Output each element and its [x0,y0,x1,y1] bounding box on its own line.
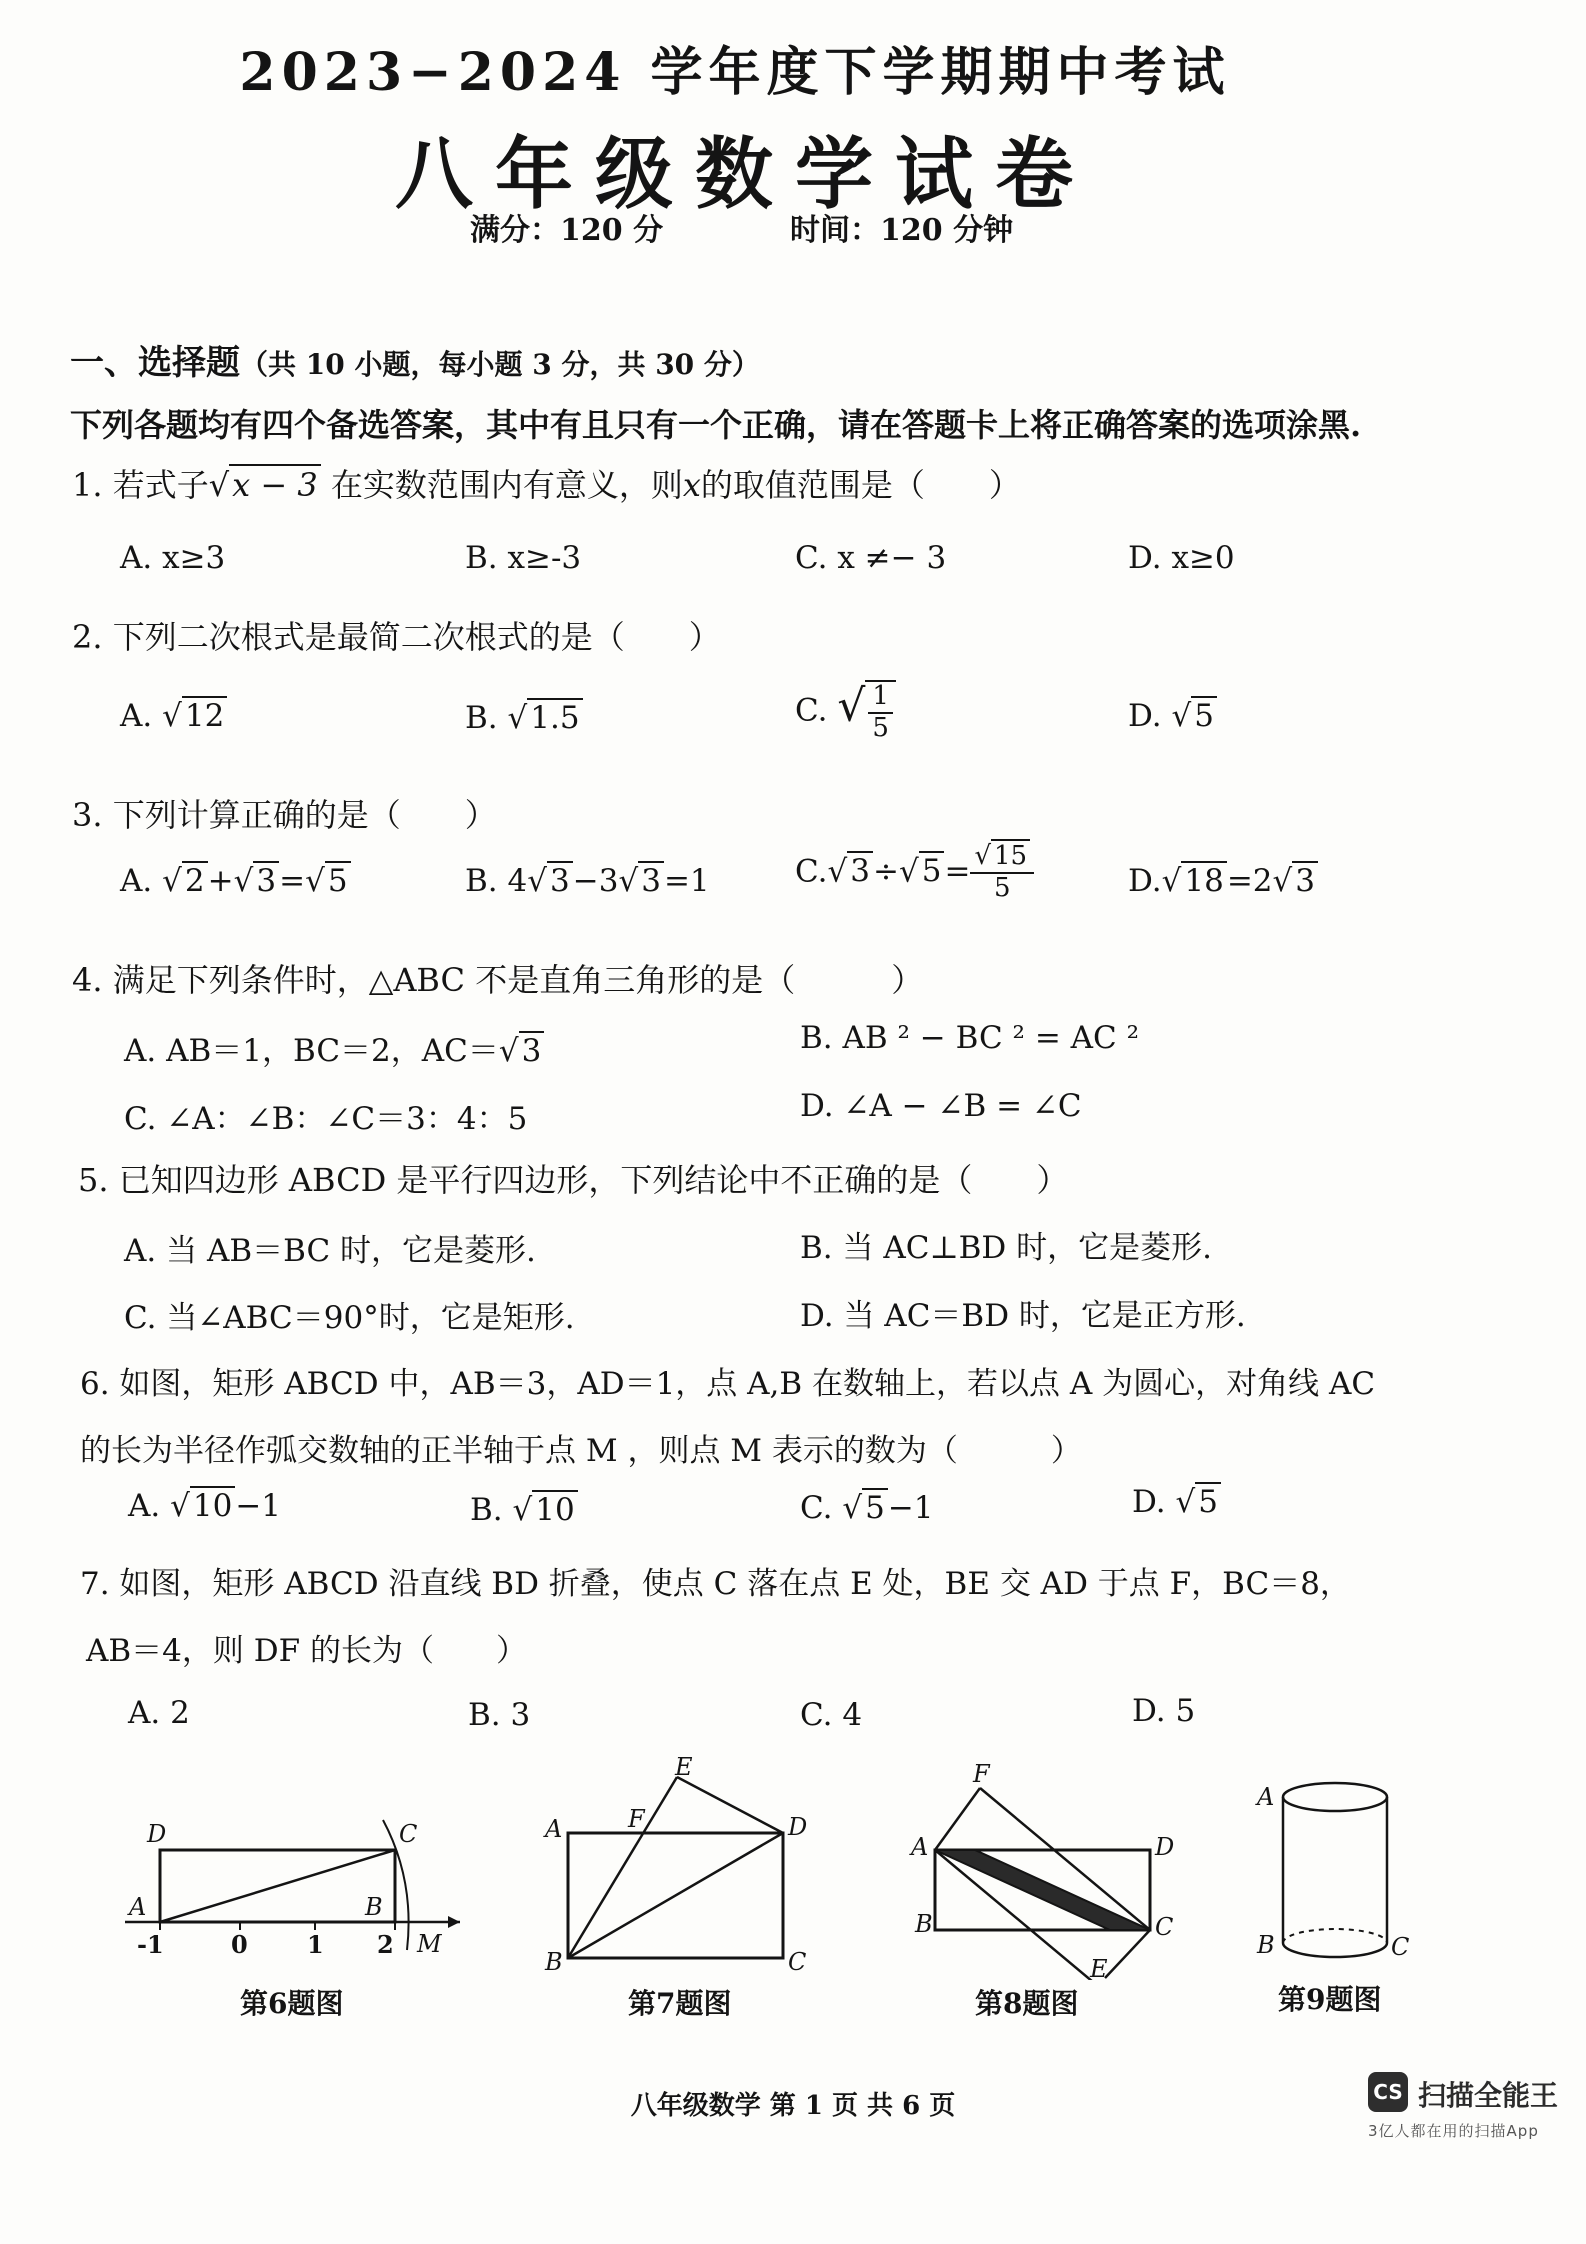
q1-radicand: x − 3 [229,464,321,504]
q2-c-label: C. [795,692,828,729]
question-1: 1. 若式子√x − 3 在实数范围内有意义，则x的取值范围是（ ） [72,466,1021,504]
q3-b-label: B. [465,863,498,899]
fig7-label-c: C [788,1948,807,1975]
section-title [70,335,760,384]
question-3: 3. 下列计算正确的是（ ） [72,796,497,834]
q6-option-d: D. √5 [1132,1484,1221,1520]
watermark-slogan: 3亿人都在用的扫描App [1368,2122,1539,2140]
q3-a-term1: 2 [182,861,208,899]
fig6-tick-neg1: -1 [137,1930,164,1959]
question-6-line1: 6. 如图，矩形 ABCD 中，AB＝3，AD＝1，点 A,B 在数轴上，若以点 A 为圆心，对角线 AC [80,1366,1376,1402]
question-5: 5. 已知四边形 ABCD 是平行四边形，下列结论中不正确的是（ ） [78,1161,1069,1199]
q6-a-radicand: 10 [190,1486,235,1524]
fig6-label-m: M [417,1930,442,1958]
q4-option-a: A. AB＝1，BC＝2，AC＝√3 [124,1025,544,1070]
fig7-label-f: F [628,1805,645,1833]
q6-d-radicand: 5 [1195,1482,1221,1520]
q1-option-a: A. x≥3 [120,540,226,576]
camscanner-logo-icon: CS [1368,2072,1408,2112]
q5-option-c: C. 当∠ABC＝90°时，它是矩形. [124,1300,575,1336]
q3-c-denominator: 5 [994,872,1011,903]
fig9-label-a: A [1257,1783,1275,1811]
q3-d-term2: 3 [1292,861,1318,899]
figure-9 [1245,1775,1425,1975]
q2-c-denominator: 5 [872,712,889,743]
q3-c-label: C. [795,853,828,890]
q3-c-term1: 3 [847,851,873,889]
q2-b-label: B. [465,700,498,736]
exam-time: 时间：120 分钟 [790,213,1014,248]
q3-b-minus: −3 [572,863,619,899]
q3-option-b: B. 4√3−3√3=1 [465,863,710,899]
q6-d-label: D. [1132,1484,1166,1520]
fig7-label-a: A [545,1815,563,1843]
q1-text-end: 的取值范围是（ ） [700,466,1021,504]
q3-b-term1: 3 [547,861,573,899]
q7-option-a: A. 2 [128,1695,190,1731]
q2-b-radicand: 1.5 [527,698,582,736]
fig7-caption: 第7题图 [628,1987,732,2020]
fig6-label-d: D [147,1820,167,1848]
q7-option-c: C. 4 [800,1697,863,1733]
fig7-label-b: B [545,1948,563,1975]
q6-a-label: A. [128,1488,161,1524]
q3-d-label: D. [1128,863,1162,899]
fig9-label-b: B [1257,1931,1275,1959]
q2-a-label: A. [120,698,153,734]
exam-title-subject: 八年级数学试卷 [394,129,1095,220]
q4-a-radicand: 3 [519,1031,545,1069]
page-footer: 八年级数学 第 1 页 共 6 页 [630,2091,956,2121]
question-2: 2. 下列二次根式是最简二次根式的是（ ） [72,618,721,656]
fig6-tick-2: 2 [377,1930,394,1959]
fig6-tick-0: 0 [231,1930,248,1959]
fig8-label-f: F [973,1760,990,1788]
q2-option-b: B. √1.5 [465,700,583,736]
q7-option-d: D. 5 [1132,1693,1196,1729]
q3-a-plus: + [207,863,234,899]
fig7-label-d: D [788,1813,808,1841]
q3-a-equals: = [279,863,306,899]
q3-option-d: D.√18=2√3 [1128,863,1318,899]
question-7-line2: AB＝4，则 DF 的长为（ ） [86,1633,527,1669]
fig6-caption: 第6题图 [240,1987,344,2020]
q3-c-term2: 5 [919,851,945,889]
q5-option-d: D. 当 AC＝BD 时，它是正方形. [800,1298,1246,1334]
fig8-label-d: D [1155,1833,1175,1861]
q6-option-a: A. √10−1 [128,1488,282,1524]
question-6-line2: 的长为半径作弧交数轴的正半轴于点 M ，则点 M 表示的数为（ ） [80,1433,1082,1469]
fig9-label-c: C [1391,1933,1410,1961]
question-7-line1: 7. 如图，矩形 ABCD 沿直线 BD 折叠，使点 C 落在点 E 处，BE 交 AD 于点 F，BC＝8， [80,1566,1351,1602]
q2-option-c: C. √ $\frac{1}{5}$ [795,680,896,744]
q1-option-c: C. x ≠− 3 [795,540,947,576]
q6-c-radicand: 5 [862,1488,888,1526]
fig7-label-e: E [675,1755,693,1781]
q4-option-d: D. ∠A − ∠B = ∠C [800,1088,1082,1124]
q6-a-tail: −1 [235,1488,282,1524]
q6-c-label: C. [800,1490,833,1526]
fig8-label-b: B [915,1910,933,1938]
q6-b-radicand: 10 [532,1490,577,1528]
q1-number: 1. [72,466,103,504]
fig6-label-c: C [399,1820,418,1848]
q4-a-text: A. AB＝1，BC＝2，AC＝ [124,1033,499,1069]
q6-option-b: B. √10 [470,1492,578,1528]
q3-a-term2: 3 [253,861,279,899]
q4-option-b: B. AB ² − BC ² = AC ² [800,1020,1140,1056]
q5-option-b: B. 当 AC⊥BD 时，它是菱形. [800,1230,1212,1266]
figure-7 [540,1755,820,1975]
q2-a-radicand: 12 [182,696,227,734]
q2-option-d: D. √5 [1128,698,1217,734]
q3-a-result: 5 [325,861,351,899]
exam-title-year: 2023−2024 学年度下学期期中考试 [239,42,1231,103]
q1-text-post: 在实数范围内有意义，则 [330,466,683,504]
section-instruction: 下列各题均有四个备选答案，其中有且只有一个正确，请在答题卡上将正确答案的选项涂黑. [70,406,1362,444]
fig6-tick-1: 1 [307,1930,324,1959]
watermark-brand: 扫描全能王 [1418,2079,1559,2112]
q2-c-numerator: 1 [868,682,893,714]
q5-option-a: A. 当 AB＝BC 时，它是菱形. [124,1233,536,1269]
q3-option-c: C.√3÷√5= $\frac{√ 15}{5}$ [795,842,1034,904]
section-note: （共 10 小题，每小题 3 分，共 30 分） [240,348,760,381]
q3-c-numerator: 15 [991,839,1030,871]
q3-a-label: A. [120,863,153,899]
q6-option-c: C. √5−1 [800,1490,934,1526]
fig6-label-b: B [365,1893,383,1921]
q4-option-c: C. ∠A：∠B：∠C＝3：4：5 [124,1101,528,1137]
fig8-label-a: A [911,1833,929,1861]
q2-option-a: A. √12 [120,698,227,734]
fig8-label-c: C [1155,1913,1174,1941]
fig6-label-a: A [129,1893,147,1921]
q1-option-b: B. x≥-3 [465,540,582,576]
q3-c-divide: ÷ [872,853,899,890]
q3-d-equals: =2 [1226,863,1273,899]
section-title-text: 一、选择题 [70,343,240,383]
figure-6 [115,1800,475,1970]
q3-option-a: A. √2+√3=√5 [120,863,351,899]
question-4: 4. 满足下列条件时，△ABC 不是直角三角形的是（ ） [72,961,924,999]
q2-d-label: D. [1128,698,1162,734]
q7-option-b: B. 3 [468,1697,531,1733]
fig8-label-e: E [1090,1955,1108,1980]
q1-variable: x [682,466,701,504]
figure-8 [905,1760,1175,1980]
q1-text-pre: 若式子 [112,466,209,504]
q1-option-d: D. x≥0 [1128,540,1235,576]
q3-b-term2: 3 [638,861,664,899]
full-marks: 满分：120 分 [470,213,664,248]
q6-b-label: B. [470,1492,503,1528]
fig9-caption: 第9题图 [1278,1983,1382,2016]
q3-b-coef: 4 [507,863,528,899]
fig8-caption: 第8题图 [975,1987,1079,2020]
q3-c-equals: = [944,853,971,890]
q3-b-result: =1 [663,863,710,899]
q3-d-term1: 18 [1181,861,1226,899]
q6-c-tail: −1 [887,1490,934,1526]
q2-d-radicand: 5 [1191,696,1217,734]
